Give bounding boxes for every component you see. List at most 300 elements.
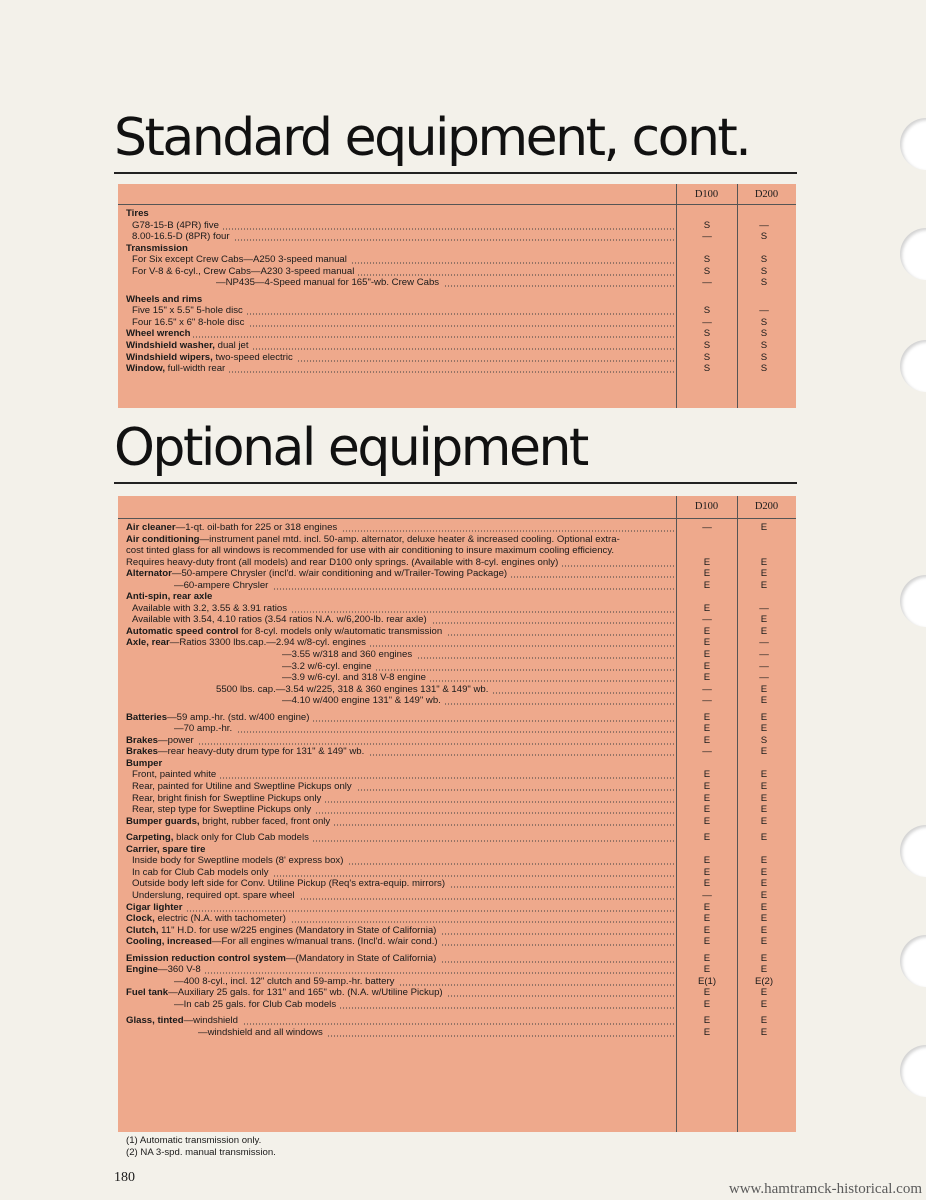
row-label (126, 580, 674, 592)
d100-value: S (703, 328, 711, 340)
d200-value: S (760, 340, 768, 352)
d100-value: — (702, 522, 712, 533)
row-label (126, 1015, 674, 1027)
d100-value: S (703, 265, 711, 277)
column-header-d100: D100 (694, 501, 719, 512)
d100-value: — (702, 277, 712, 289)
optional-equipment-heading: Optional equipment (114, 418, 587, 478)
row-label (126, 208, 674, 220)
item-name: Rear, painted for Utiline and Sweptline Pickups only (132, 781, 352, 793)
item-detail: two-speed electric (212, 351, 293, 363)
d200-value: E (760, 878, 768, 890)
item-name: Front, painted white (132, 769, 217, 781)
header-rule (118, 204, 796, 205)
d200-value: — (759, 649, 769, 661)
d100-value: E (703, 792, 711, 804)
item-name: Carrier, spare tire (126, 843, 206, 855)
item-name: —70 amp.-hr. (174, 723, 233, 735)
table-row (118, 208, 796, 220)
d100-value: E (703, 769, 711, 781)
row-label (126, 649, 674, 661)
table-row (118, 277, 796, 289)
table-row (118, 781, 796, 793)
item-detail: full-width rear (165, 363, 226, 375)
table-row (118, 964, 796, 976)
row-label (126, 816, 674, 828)
d200-value: E (760, 998, 768, 1010)
table-row (118, 832, 796, 844)
d100-value: E (703, 804, 711, 816)
d100-value: — (702, 231, 712, 243)
item-name: —60-ampere Chrysler (174, 579, 269, 591)
column-header-d200: D200 (754, 189, 779, 200)
header-rule (118, 518, 796, 519)
row-label (126, 913, 674, 925)
item-name: Clock, (126, 913, 155, 925)
item-name: Wheel wrench (126, 328, 191, 340)
d200-value: S (760, 316, 768, 328)
row-label (126, 591, 674, 603)
d200-value: E (760, 964, 768, 976)
d200-value: E (760, 568, 768, 580)
table-row (118, 867, 796, 879)
d200-value: E (760, 804, 768, 816)
item-name: Anti-spin, rear axle (126, 591, 213, 603)
row-label (126, 545, 674, 557)
item-detail: electric (N.A. with tachometer) (154, 913, 286, 925)
item-detail: —instrument panel mtd. incl. 50-amp. alternator, deluxe heater & increased cooling. Optional extra- (199, 533, 620, 545)
item-name: 8.00-16.5-D (8PR) four (132, 231, 230, 243)
item-name: Windshield washer, (126, 340, 215, 352)
item-detail: bright, rubber faced, front only (199, 815, 331, 827)
d100-value: E (703, 987, 711, 999)
row-label (126, 557, 674, 569)
d100-value: E(1) (697, 975, 717, 987)
d200-value: E (760, 889, 768, 901)
d200-value: E (760, 522, 768, 533)
d100-value: E (703, 998, 711, 1010)
d100-value: E (703, 1015, 711, 1027)
d100-value: E (703, 952, 711, 964)
item-name: Alternator (126, 568, 172, 580)
d100-value: S (703, 305, 711, 317)
item-name: —3.55 w/318 and 360 engines (282, 649, 413, 661)
item-name: Brakes (126, 746, 159, 758)
d100-value: E (703, 723, 711, 735)
table-row (118, 545, 796, 557)
d200-value: E (760, 987, 768, 999)
table-row (118, 294, 796, 306)
row-label (126, 793, 674, 805)
table-row (118, 1027, 796, 1039)
table-row (118, 925, 796, 937)
item-name: Rear, bright finish for Sweptline Pickups only (132, 792, 322, 804)
row-label (126, 661, 674, 673)
d100-value: E (703, 602, 711, 614)
table-row (118, 793, 796, 805)
d100-value: E (703, 913, 711, 925)
item-name: Engine (126, 964, 158, 976)
d200-value: E (760, 614, 768, 626)
d200-value: — (759, 637, 769, 649)
table-row (118, 855, 796, 867)
item-name: Underslung, required opt. spare wheel (132, 889, 295, 901)
table-row (118, 328, 796, 340)
d100-value: E (703, 964, 711, 976)
d200-value: E (760, 711, 768, 723)
row-label (126, 695, 674, 707)
row-label (126, 603, 674, 615)
d100-value: S (703, 340, 711, 352)
d200-value: S (760, 351, 768, 363)
item-name: In cab for Club Cab models only (132, 866, 269, 878)
table-row (118, 684, 796, 696)
d200-value: E (760, 924, 768, 936)
item-detail: —Ratios 3300 lbs.cap.—2.94 w/8-cyl. engines (169, 637, 366, 649)
row-label (126, 231, 674, 243)
table-row (118, 626, 796, 638)
binder-hole (900, 1045, 926, 1097)
d200-value: E (760, 1015, 768, 1027)
table-row (118, 220, 796, 232)
row-label (126, 758, 674, 770)
row-label (126, 964, 674, 976)
item-name: Air conditioning (126, 533, 200, 545)
item-name: Five 15" x 5.5" 5-hole disc (132, 305, 243, 317)
d100-value: S (703, 363, 711, 375)
table-row (118, 999, 796, 1011)
standard-equipment-heading: Standard equipment, cont. (114, 108, 750, 168)
item-name: Batteries (126, 711, 168, 723)
d200-value: E (760, 781, 768, 793)
table-row (118, 534, 796, 546)
d200-value: E (760, 815, 768, 827)
d100-value: E (703, 1026, 711, 1038)
d100-value: — (702, 614, 712, 626)
d200-value: E(2) (754, 975, 774, 987)
row-label (126, 712, 674, 724)
row-label (126, 804, 674, 816)
d100-value: E (703, 734, 711, 746)
row-label (126, 340, 674, 352)
table-row (118, 735, 796, 747)
d200-value: — (759, 660, 769, 672)
d200-value: E (760, 625, 768, 637)
d200-value: E (760, 913, 768, 925)
item-detail: dual jet (214, 340, 249, 352)
item-name: —400 8-cyl., incl. 12" clutch and 59-amp.-hr. battery (174, 975, 395, 987)
table-row (118, 317, 796, 329)
item-name: Four 16.5" x 6" 8-hole disc (132, 316, 245, 328)
d200-value: S (760, 254, 768, 266)
row-label (126, 855, 674, 867)
d100-value: E (703, 832, 711, 844)
table-row (118, 695, 796, 707)
item-detail: black only for Club Cab models (173, 832, 309, 844)
row-label (126, 294, 674, 306)
table-row (118, 913, 796, 925)
d200-value: — (759, 305, 769, 317)
item-name: Transmission (126, 242, 188, 254)
d200-value: S (760, 265, 768, 277)
d200-value: E (760, 855, 768, 867)
d100-value: E (703, 936, 711, 948)
table-row (118, 712, 796, 724)
standard-rows (118, 208, 796, 375)
d200-value: E (760, 695, 768, 707)
table-row (118, 1015, 796, 1027)
d200-value: — (759, 219, 769, 231)
row-label (126, 254, 674, 266)
binder-hole (900, 935, 926, 987)
table-row (118, 305, 796, 317)
item-name: Brakes (126, 734, 159, 746)
d200-value: E (760, 952, 768, 964)
item-name: Wheels and rims (126, 293, 203, 305)
table-row (118, 844, 796, 856)
row-label (126, 953, 674, 965)
item-detail: —For all engines w/manual trans. (Incl'd. w/air cond.) (211, 936, 438, 948)
table-row (118, 568, 796, 580)
d100-value: E (703, 711, 711, 723)
d100-value: E (703, 637, 711, 649)
d100-value: — (702, 889, 712, 901)
item-name: G78-15-B (4PR) five (132, 219, 219, 231)
table-row (118, 987, 796, 999)
item-detail: for 8-cyl. models only w/automatic transmission (238, 625, 443, 637)
row-label (126, 568, 674, 580)
table-row (118, 816, 796, 828)
row-label (126, 637, 674, 649)
d200-value: S (760, 328, 768, 340)
item-name: For Six except Crew Cabs—A250 3-speed manual (132, 254, 347, 266)
row-label (126, 976, 674, 988)
item-name: Automatic speed control (126, 625, 239, 637)
item-name: Emission reduction control system (126, 952, 286, 964)
d200-value: E (760, 866, 768, 878)
item-name: Available with 3.2, 3.55 & 3.91 ratios (132, 602, 288, 614)
d100-value: E (703, 901, 711, 913)
d200-value: S (760, 277, 768, 289)
footnote: (1) Automatic transmission only. (126, 1135, 262, 1146)
row-label (126, 317, 674, 329)
standard-equipment-table (118, 184, 796, 408)
d200-value: — (759, 602, 769, 614)
heading-rule (114, 172, 797, 174)
column-header-d100: D100 (694, 189, 719, 200)
item-name: Available with 3.54, 4.10 ratios (3.54 ratios N.A. w/6,200-lb. rear axle) (132, 614, 427, 626)
table-row (118, 723, 796, 735)
d100-value: E (703, 924, 711, 936)
table-row (118, 363, 796, 375)
row-label (126, 844, 674, 856)
table-row (118, 649, 796, 661)
table-row (118, 254, 796, 266)
row-label (126, 867, 674, 879)
optional-equipment-table (118, 496, 796, 1132)
d200-value: E (760, 746, 768, 758)
item-name: cost tinted glass for all windows is recommended for use with air conditioning to insure maximum cooling efficiency. (126, 545, 615, 557)
row-label (126, 522, 674, 534)
column-header-d200: D200 (754, 501, 779, 512)
item-name: Window, (126, 363, 165, 375)
item-name: Air cleaner (126, 522, 176, 533)
d200-value: E (760, 832, 768, 844)
binder-hole (900, 340, 926, 392)
d200-value: E (760, 683, 768, 695)
d200-value: E (760, 769, 768, 781)
table-row (118, 890, 796, 902)
table-row (118, 661, 796, 673)
d100-value: E (703, 660, 711, 672)
item-detail: —power (158, 734, 194, 746)
item-name: Inside body for Sweptline models (8' express box) (132, 855, 344, 867)
d100-value: S (703, 351, 711, 363)
row-label (126, 363, 674, 375)
table-row (118, 352, 796, 364)
d100-value: E (703, 625, 711, 637)
table-row (118, 603, 796, 615)
item-name: —3.9 w/6-cyl. and 318 V-8 engine (282, 672, 426, 684)
d100-value: E (703, 649, 711, 661)
item-detail: —50-ampere Chrysler (incl'd. w/air conditioning and w/Trailer-Towing Package) (171, 568, 508, 580)
row-label (126, 832, 674, 844)
row-label (126, 781, 674, 793)
row-label (126, 305, 674, 317)
row-label (126, 902, 674, 914)
item-detail: —360 V-8 (157, 964, 201, 976)
d100-value: — (702, 746, 712, 758)
d200-value: E (760, 901, 768, 913)
table-row (118, 637, 796, 649)
row-label (126, 352, 674, 364)
row-label (126, 999, 674, 1011)
d100-value: S (703, 219, 711, 231)
d200-value: S (760, 363, 768, 375)
watermark: www.hamtramck-historical.com (728, 1181, 922, 1197)
d100-value: — (702, 683, 712, 695)
row-label (126, 746, 674, 758)
item-detail: —1-qt. oil-bath for 225 or 318 engines (175, 522, 338, 533)
row-label (126, 769, 674, 781)
d100-value: E (703, 815, 711, 827)
d100-value: E (703, 781, 711, 793)
item-name: Bumper (126, 757, 163, 769)
table-row (118, 591, 796, 603)
table-row (118, 557, 796, 569)
item-name: —In cab 25 gals. for Club Cab models (174, 998, 337, 1010)
row-label (126, 328, 674, 340)
d200-value: E (760, 579, 768, 591)
row-label (126, 626, 674, 638)
table-row (118, 340, 796, 352)
row-label (126, 987, 674, 999)
table-row (118, 522, 796, 534)
row-label (126, 684, 674, 696)
table-row (118, 243, 796, 255)
table-row (118, 936, 796, 948)
d100-value: — (702, 316, 712, 328)
row-label (126, 534, 674, 546)
item-detail: —windshield (183, 1015, 238, 1027)
d200-value: E (760, 556, 768, 568)
item-name: Requires heavy-duty front (all models) and rear D100 only springs. (Available with 8-cyl. engines only) (126, 556, 559, 568)
table-row (118, 878, 796, 890)
row-label (126, 1027, 674, 1039)
item-name: Bumper guards, (126, 815, 200, 827)
item-detail: 11" H.D. for use w/225 engines (Mandatory in State of California) (158, 924, 437, 936)
table-row (118, 902, 796, 914)
item-name: —3.2 w/6-cyl. engine (282, 660, 372, 672)
item-name: Axle, rear (126, 637, 170, 649)
item-name: —windshield and all windows (198, 1026, 323, 1038)
row-label (126, 243, 674, 255)
d100-value: E (703, 878, 711, 890)
row-label (126, 220, 674, 232)
table-row (118, 953, 796, 965)
page-number: 180 (114, 1170, 135, 1185)
table-row (118, 746, 796, 758)
d200-value: E (760, 936, 768, 948)
footnote: (2) NA 3-spd. manual transmission. (126, 1147, 276, 1158)
d200-value: E (760, 792, 768, 804)
binder-hole (900, 575, 926, 627)
row-label (126, 723, 674, 735)
table-row (118, 266, 796, 278)
item-detail: —Auxiliary 25 gals. for 131" and 165" wb. (N.A. w/Utiline Pickup) (168, 987, 443, 999)
binder-hole (900, 825, 926, 877)
d100-value: S (703, 254, 711, 266)
d200-value: E (760, 723, 768, 735)
item-name: Fuel tank (126, 987, 169, 999)
table-row (118, 614, 796, 626)
row-label (126, 614, 674, 626)
table-row (118, 758, 796, 770)
item-name: For V-8 & 6-cyl., Crew Cabs—A230 3-speed manual (132, 265, 355, 277)
item-name: 5500 lbs. cap.—3.54 w/225, 318 & 360 engines 131" & 149" wb. (216, 683, 489, 695)
row-label (126, 878, 674, 890)
d100-value: E (703, 556, 711, 568)
item-name: —NP435—4-Speed manual for 165"-wb. Crew Cabs (216, 277, 440, 289)
binder-hole (900, 118, 926, 170)
item-name: Outside body left side for Conv. Utiline Pickup (Req's extra-equip. mirrors) (132, 878, 446, 890)
item-name: Glass, tinted (126, 1015, 184, 1027)
table-row (118, 231, 796, 243)
item-name: Carpeting, (126, 832, 174, 844)
row-label (126, 277, 674, 289)
row-label (126, 936, 674, 948)
item-detail: —rear heavy-duty drum type for 131" & 149" wb. (158, 746, 365, 758)
item-name: Cigar lighter (126, 901, 183, 913)
table-row (118, 769, 796, 781)
item-name: Tires (126, 208, 149, 219)
row-label (126, 735, 674, 747)
table-row (118, 580, 796, 592)
d200-value: E (760, 1026, 768, 1038)
item-name: Cooling, increased (126, 936, 212, 948)
d200-value: S (760, 734, 768, 746)
row-label (126, 925, 674, 937)
item-name: Rear, step type for Sweptline Pickups only (132, 804, 312, 816)
binder-hole (900, 228, 926, 280)
row-label (126, 266, 674, 278)
table-row (118, 976, 796, 988)
d100-value: — (702, 695, 712, 707)
item-detail: —59 amp.-hr. (std. w/400 engine) (167, 711, 310, 723)
d100-value: E (703, 672, 711, 684)
heading-rule (114, 482, 797, 484)
item-name: —4.10 w/400 engine 131" & 149" wb. (282, 695, 441, 707)
